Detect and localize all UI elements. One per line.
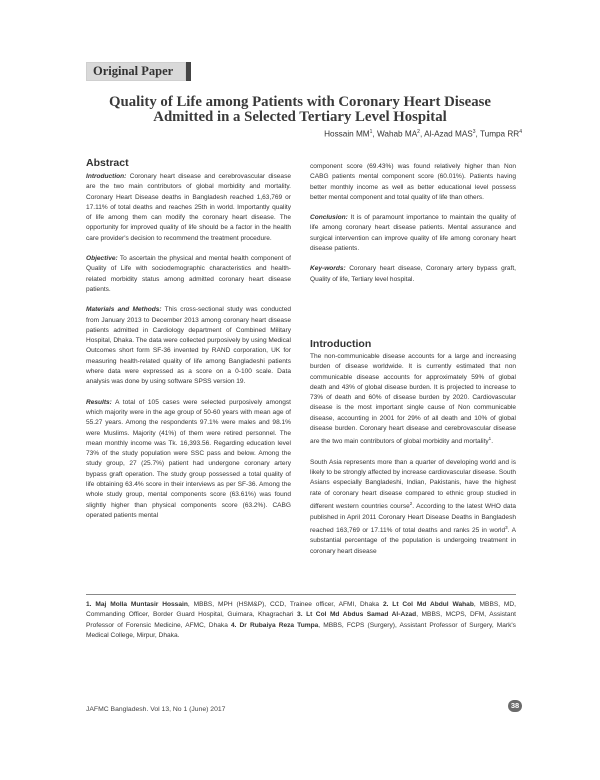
abstract-results-continued: component score (69.43%) was found relatively higher than Non CABG patients mental component score (60.01%). Patients having better monthly income as well as better educational level possess better mental component and total quality of life than others. [310,163,516,201]
abstract-methods [86,305,291,387]
affiliation-name: 1. Maj Molla Muntasir Hossain [86,601,188,608]
section-text: This cross-sectional study was conducted from January 2013 to December 2013 among coronary heart disease patients admitted in Cardiology department of Combined Military Hospital, Dhaka. The data were collected purposively by using Medical Outcomes short form SF-36 invented by RAND corporation, UK for measuring health-related quality of life among Bangladeshi patients where data were expressed as a score on a 0-100 scale. Data analysis was done by using software SPSS version 19. [86,306,291,386]
page-number: 38 [508,700,522,712]
paragraph-text: South Asia represents more than a quarter of developing world and is likely to be strongly affected by increase cardiovascular disease. South Asians especially Bangladeshi, Indian, Pakistanis, have the highest rate of coronary heart disease compared to ethnic group studied in different western countries course [310,458,516,511]
author: Tumpa RR [479,129,520,139]
author: Al-Azad MAS [424,129,473,139]
paragraph-text: . A substantial percentage of the population is undergoing treatment in coronary heart disease [310,526,516,555]
author: Wahab MA [376,129,418,139]
section-label: Key-words: [310,265,346,273]
affiliation-details: , MBBS, MPH (HSM&P), CCD, Trainee officer, AFMI, Dhaka [187,601,383,608]
introduction-body [310,352,516,557]
citation-mark: 1 [488,436,492,442]
journal-citation: JAFMC Bangladesh. Vol 13, No 1 (June) 2017 [86,706,226,713]
affiliation-details: , MBBS, FCPS (Surgery), Assistant Professor of Surgery, Mark's Medical College, Mirpur, Dhaka. [86,621,516,639]
author: Hossain MM [324,129,370,139]
badge-accent-bar [186,62,191,81]
paper-title [60,95,540,125]
author-affiliations-footnote [86,600,516,641]
left-column [86,172,291,521]
article-type-badge [86,62,186,81]
abstract-introduction [86,172,291,244]
section-text: Coronary heart disease, Coronary artery bypass graft, Quality of life, Tertiary level hospital. [310,265,516,283]
affiliation-details: , MBBS, MCPS, DFM, Assistant Professor of Forensic Medicine, AFMC, Dhaka [86,611,517,629]
section-label: Introduction: [86,173,127,180]
introduction-heading: Introduction [310,338,372,350]
abstract-results [86,398,291,522]
abstract-objective [86,254,291,295]
author-affiliation-mark: 4 [519,129,522,135]
abstract-heading: Abstract [86,157,129,169]
paragraph-text: The non-communicable disease accounts for a large and increasing burden of disease worldwide. It is currently estimated that non communicable disease accounts for approximately 59% of global death and 43% of global disease burden. It is projected to increase to 73% of death and 60% of disease burden by 2020. Cardiovascular disease is the most important single cause of Non communicable disease, accounting in 2001 for 29% of all death and 10% of global disease burden. Coronary heart disease and cerebrovascular disease are the two main contributors of global morbidity and mortality [310,353,516,446]
citation-mark: 3 [505,524,508,530]
paragraph-text: . [491,438,494,446]
introduction-paragraph-2 [310,458,516,557]
section-label: Objective: [86,255,118,263]
author-list: Hossain $MM^1$, Wahab $MA^2$, Al-Azad MAS$^3$, Tumpa $RR^4$ [324,129,522,139]
author-affiliation-mark: 1 [369,129,373,135]
author-affiliation-mark: 2 [417,129,420,135]
author-affiliation-mark: 3 [472,129,476,135]
affiliation-name: 2. Lt Col Md Abdul Wahab [382,601,474,608]
affiliation-details: , MBBS, MD, Commanding Officer, Border Guard Hospital, Guimara, Khagrachari [86,601,517,619]
paper-title-line-2: Admitted in a Selected Tertiary Level Hospital [153,109,447,125]
section-text: A total of 105 cases were selected purposively amongst which majority were in the age group of 50-60 years with mean age of 55.27 years. Among the respondents 97.1% were males and 98.1% were Muslims. Majority (41%) of them were retired personnel. The mean monthly income was Tk. 16,393.56. Regarding education level 73% of the study population were SSC pass and below. Among the study group, 27 (25.7%) patient had undergone coronary artery bypass graft operation. The study group possessed a total quality of life obtaining 63.4% score in their interviews as per SF-36. Among the whole study group, mental components score (63.61%) was found slightly higher than physical components score (63.2%). CABG operated patients mental [86,398,291,519]
affiliation-name: 3. Lt Col Md Abdus Samad Al-Azad [297,611,417,619]
section-text: Coronary heart disease and cerebrovascular disease are the two main contributors of global morbidity and mortality. Coronary Heart Disease deaths in Bangladesh reached 1,63,769 or 17.11% of total deaths and reaches 25th in world. Importantly quality of life among them can modify the coronary heart disease. The opportunity for improved quality of life should be a factor in the health care provider's decision to recommend the treatment procedure. [86,173,291,242]
section-label: Conclusion: [310,214,348,222]
affiliation-name: 4. Dr Rubaiya Reza Tumpa [230,621,319,629]
footnote-divider [86,594,516,595]
paragraph-text: . According to the latest WHO data published in April 2011 Coronary Heart Disease Deaths in Bangladesh reached 163,769 or 17.11% of total deaths and ranks 25 in world [310,503,517,534]
abstract-conclusion [310,213,516,254]
paper-title-line-1: Quality of Life among Patients with Coronary Heart Disease [109,94,491,110]
introduction-paragraph-1 [310,352,516,448]
article-type-label: Original Paper [93,64,174,78]
right-column-abstract [310,162,516,285]
section-text: To ascertain the physical and mental health component of Quality of Life with sociodemographic characteristics and health-related morbidity status among admitted coronary heart disease patients. [86,255,291,293]
abstract-keywords [310,264,516,285]
section-label: Materials and Methods: [86,306,162,314]
section-text: It is of paramount importance to maintain the quality of life among coronary heart disease patients. Mental assurance and surgical intervention can improve quality of life among coronary heart disease patients. [310,214,516,253]
citation-mark: 2 [409,501,413,507]
section-label: Results: [86,398,112,406]
